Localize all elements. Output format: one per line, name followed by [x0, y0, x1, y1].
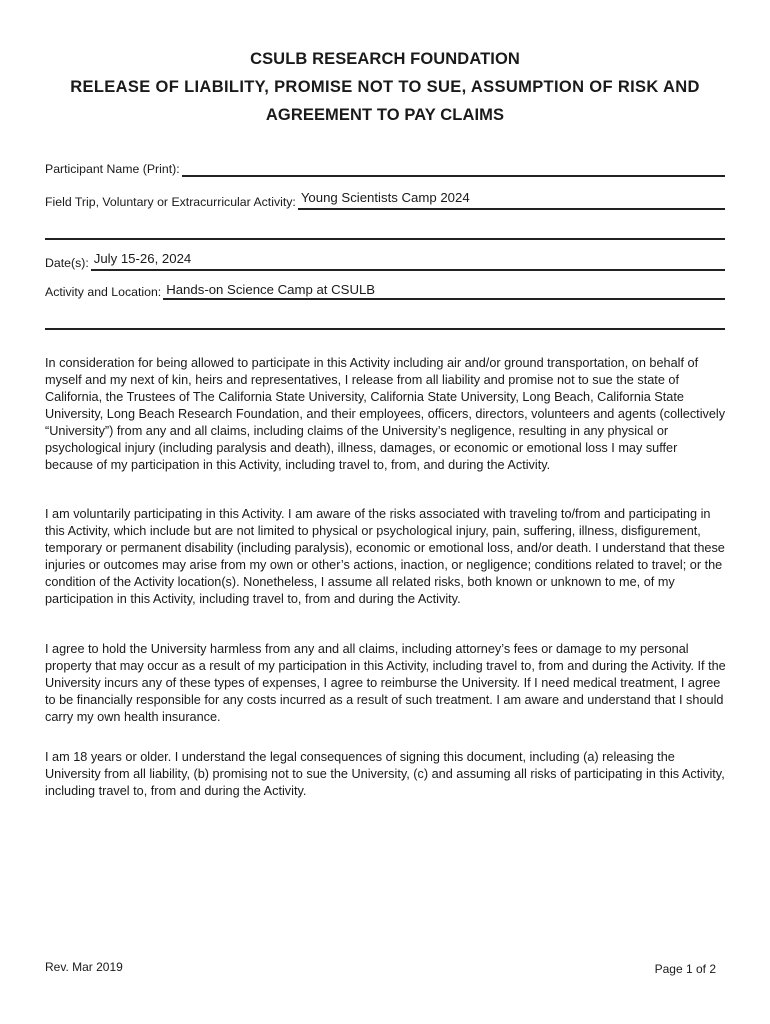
dates-value: July 15-26, 2024: [93, 251, 192, 266]
location-label: Activity and Location:: [45, 285, 162, 299]
hold-harmless-paragraph: I agree to hold the University harmless from any and all claims, including attorney’s fees or damage to my personal property that may occur as a result of my participation in this Activity, including travel to, from and during the Activity. If the University incurs any of these types of expenses, I agree to reimburse the University. If I need medical treatment, I agree to be financially responsible for any costs incurred as a result of such treatment. I am aware and understand that I should carry my own health insurance.: [45, 642, 726, 724]
age-acknowledgement-paragraph: I am 18 years or older. I understand the legal consequences of signing this document, including (a) releasing the University from all liability, (b) promising not to sue the University, (c) and assuming all risks of participating in this Activity, including travel to, from and during the Activity.: [45, 750, 725, 798]
location-continuation-line[interactable]: [45, 328, 725, 330]
activity-label: Field Trip, Voluntary or Extracurricular Activity:: [45, 195, 296, 209]
page-number: Page 1 of 2: [654, 962, 716, 976]
participant-name-row: [45, 157, 725, 177]
location-value: Hands-on Science Camp at CSULB: [166, 282, 376, 297]
participant-name-field[interactable]: [182, 156, 725, 177]
assumption-of-risk-paragraph: I am voluntarily participating in this Activity. I am aware of the risks associated with traveling to/from and participating in this Activity, which include but are not limited to physical or psychological injury, pain, suffering, illness, disfigurement, temporary or permanent disability (including paralysis), economic or emotional loss, and/or death. I understand that these injuries or outcomes may arise from my own or other’s actions, inaction, or negligence; conditions related to travel; or the condition of the Activity location(s). Nonetheless, I assume all related risks, both known or unknown to me, of my participation in this Activity, including travel to, from and during the Activity.: [45, 507, 725, 606]
activity-continuation-line[interactable]: [45, 238, 725, 240]
document-subtitle-line2: AGREEMENT TO PAY CLAIMS: [265, 106, 505, 124]
release-paragraph: In consideration for being allowed to participate in this Activity including air and/or ground transportation, on behalf of myself and my next of kin, heirs and representatives, I release from all liability and promise not to sue the state of California, the Trustees of The California State University, California State University, Long Beach, California State University, Long Beach Research Foundation, and their employees, officers, directors, volunteers and agents (collectively “University”) from any and all claims, including claims of the University’s negligence, resulting in any physical or psychological injury (including paralysis and death), illness, damages, or economic or emotional loss I may suffer because of my participation in this Activity, including travel to, from, and during the Activity.: [45, 356, 726, 472]
activity-value: Young Scientists Camp 2024: [300, 190, 470, 205]
dates-field[interactable]: [91, 250, 725, 271]
activity-row: [45, 190, 725, 210]
location-row: [45, 280, 725, 300]
dates-row: [45, 251, 725, 271]
document-title: CSULB RESEARCH FOUNDATION: [250, 50, 520, 68]
activity-field[interactable]: [298, 189, 725, 210]
dates-label: Date(s):: [45, 256, 89, 270]
document-subtitle-line1: RELEASE OF LIABILITY, PROMISE NOT TO SUE, ASSUMPTION OF RISK AND: [70, 78, 700, 96]
revision-date: Rev. Mar 2019: [45, 960, 123, 974]
participant-name-label: Participant Name (Print):: [45, 162, 180, 176]
location-field[interactable]: [163, 279, 725, 300]
